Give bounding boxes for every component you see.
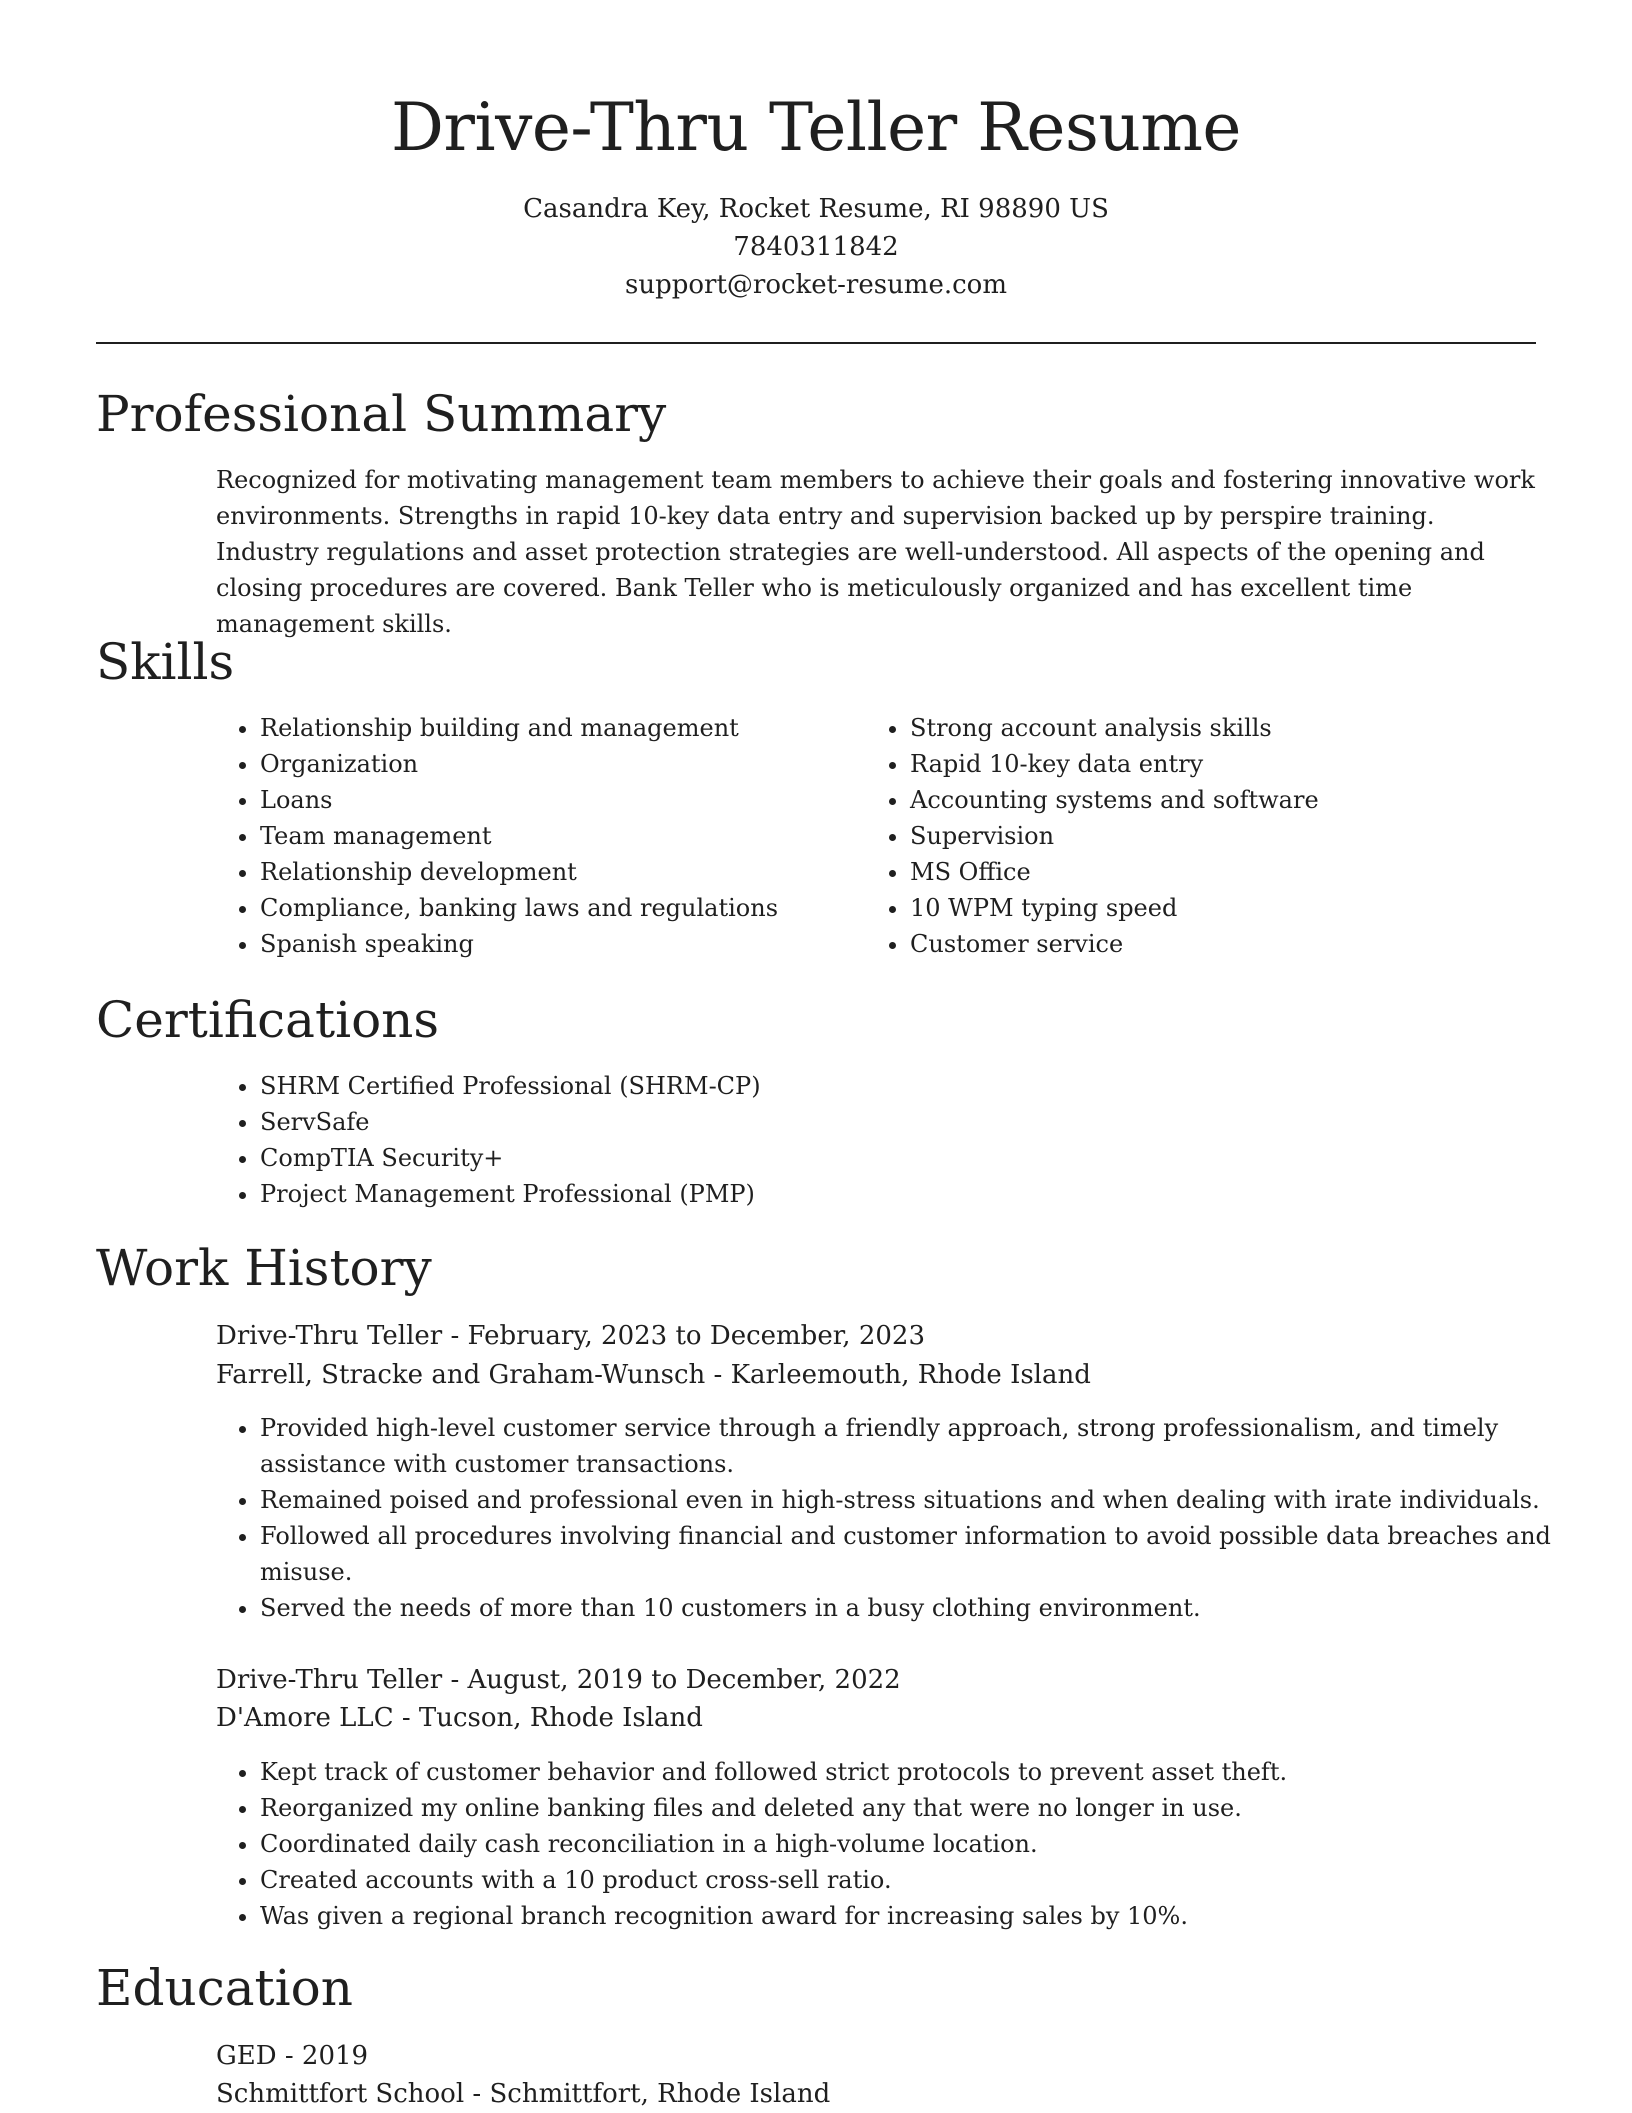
job-location: - Karleemouth, Rhode Island <box>705 1360 1091 1390</box>
certification-item: • SHRM Certified Professional (SHRM-CP) <box>260 1068 1460 1104</box>
job-title: Drive-Thru Teller <box>216 1665 443 1695</box>
job-bullets <box>216 1410 1564 1626</box>
job-bullets <box>216 1754 1564 1934</box>
job-company-line <box>216 1356 1091 1394</box>
summary-text: Recognized for motivating management team members to achieve their goals and fostering innovative work environments. Strengths in rapid 10-key data entry and supervision backed up by perspire training. Industry regulations and asset protection strategies are well-understood. All aspects of the opening and closing procedures are covered. Bank Teller who is meticulously organized and has excellent time management skills. <box>216 466 1535 638</box>
skill-item: • 10 WPM typing speed <box>910 890 1530 926</box>
job-title: Drive-Thru Teller <box>216 1321 443 1351</box>
job-bullet: • Followed all procedures involving financial and customer information to avoid possible data breaches and misuse. <box>260 1518 1564 1590</box>
skill-item: • Rapid 10-key data entry <box>910 746 1530 782</box>
contact-info <box>96 190 1536 304</box>
contact-address: Casandra Key, Rocket Resume, RI 98890 US <box>523 194 1109 224</box>
resume-title: Drive-Thru Teller Resume <box>391 89 1241 166</box>
certifications-list <box>216 1068 1460 1212</box>
education-location: - Schmittfort, Rhode Island <box>464 2079 831 2109</box>
skill-item: • Accounting systems and software <box>910 782 1530 818</box>
job-bullet: • Provided high-level customer service through a friendly approach, strong professionalism, and timely assistance with customer transactions. <box>260 1410 1564 1482</box>
work-history-heading: Work History <box>96 1239 432 1297</box>
job-bullet: • Served the needs of more than 10 customers in a busy clothing environment. <box>260 1590 1564 1626</box>
job-bullet: • Reorganized my online banking files and deleted any that were no longer in use. <box>260 1790 1564 1826</box>
skill-item: • Spanish speaking <box>260 926 840 962</box>
skill-item: • Strong account analysis skills <box>910 710 1530 746</box>
skill-item: • Relationship development <box>260 854 840 890</box>
job-title-line <box>216 1661 901 1699</box>
job-dates: - August, 2019 to December, 2022 <box>442 1665 901 1695</box>
job-location: - Tucson, Rhode Island <box>393 1703 703 1733</box>
education-degree-line <box>216 2037 368 2075</box>
skill-item: • MS Office <box>910 854 1530 890</box>
job-bullet: • Was given a regional branch recognition award for increasing sales by 10%. <box>260 1898 1564 1934</box>
education-school: Schmittfort School <box>216 2079 465 2109</box>
job-bullet: • Remained poised and professional even in high-stress situations and when dealing with irate individuals. <box>260 1482 1564 1518</box>
certification-item: • Project Management Professional (PMP) <box>260 1176 1460 1212</box>
certifications-heading: Certifications <box>96 991 440 1049</box>
education-degree: GED <box>216 2041 277 2071</box>
job-title-line <box>216 1317 925 1355</box>
education-heading: Education <box>96 1959 353 2017</box>
education-school-line <box>216 2075 830 2113</box>
job-company: D'Amore LLC <box>216 1703 394 1733</box>
skill-item: • Supervision <box>910 818 1530 854</box>
contact-phone: 7840311842 <box>733 232 899 262</box>
job-dates: - February, 2023 to December, 2023 <box>442 1321 925 1351</box>
skill-item: • Relationship building and management <box>260 710 840 746</box>
skill-item: • Loans <box>260 782 840 818</box>
skills-list-left <box>216 710 840 962</box>
contact-email: support@rocket-resume.com <box>624 270 1007 300</box>
skill-item: • Customer service <box>910 926 1530 962</box>
job-company-line <box>216 1699 703 1737</box>
job-company: Farrell, Stracke and Graham-Wunsch <box>216 1360 706 1390</box>
job-bullet: • Coordinated daily cash reconciliation in a high-volume location. <box>260 1826 1564 1862</box>
skill-item: • Compliance, banking laws and regulations <box>260 890 840 926</box>
certification-item: • CompTIA Security+ <box>260 1140 1460 1176</box>
skill-item: • Team management <box>260 818 840 854</box>
skills-list-right <box>866 710 1530 962</box>
skills-heading: Skills <box>96 633 235 691</box>
job-bullet: • Created accounts with a 10 product cross-sell ratio. <box>260 1862 1564 1898</box>
certification-item: • ServSafe <box>260 1104 1460 1140</box>
header-divider <box>96 342 1536 344</box>
skill-item: • Organization <box>260 746 840 782</box>
job-bullet: • Kept track of customer behavior and followed strict protocols to prevent asset theft. <box>260 1754 1564 1790</box>
education-year: - 2019 <box>276 2041 369 2071</box>
resume-header <box>96 80 1536 304</box>
summary-heading: Professional Summary <box>96 385 667 443</box>
